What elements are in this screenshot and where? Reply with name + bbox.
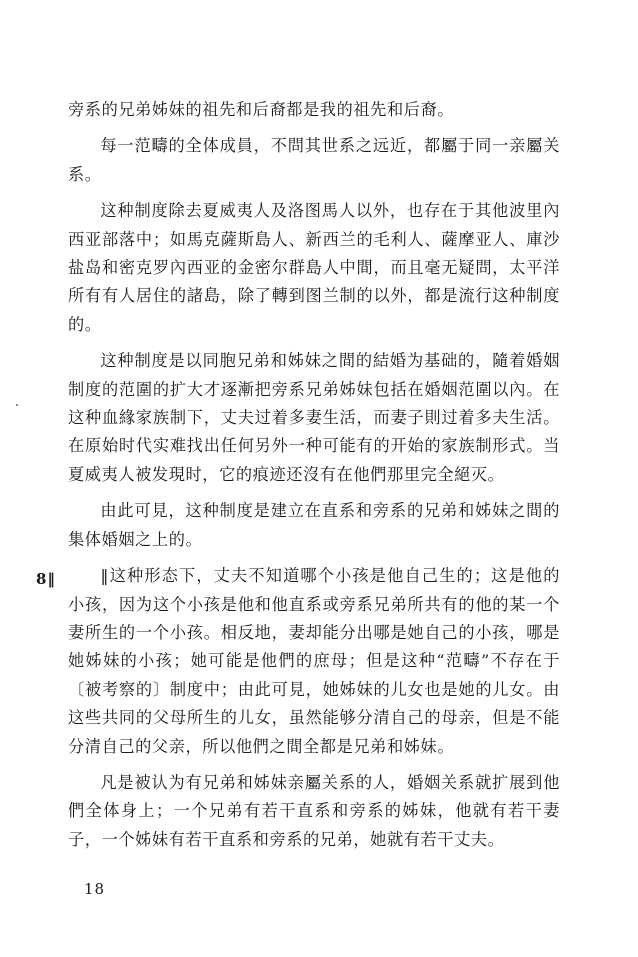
- body-text: [68, 96, 560, 854]
- paragraph: 由此可見，这种制度是建立在直系和旁系的兄弟和姊妹之間的集体婚姻之上的。: [68, 501, 560, 549]
- paragraph: 这种制度除去夏威夷人及洛图馬人以外，也存在于其他波里內西亚部落中；如馬克薩斯島人、新西兰的毛利人、薩摩亚人、庫沙盐岛和密克罗內西亚的金密尔群島人中間，而且毫无疑問，太平洋所有有人居住的諸島，除了轉到图兰制的以外，都是流行这种制度的。: [68, 201, 560, 334]
- paragraph: 旁系的兄弟姊妹的祖先和后裔都是我的祖先和后裔。: [68, 100, 455, 119]
- scan-speck: [16, 404, 18, 406]
- paragraph: 凡是被认为有兄弟和姊妹亲屬关系的人，婚姻关系就扩展到他們全体身上；一个兄弟有若干直系和旁系的姊妹，他就有若干妻子，一个姊妹有若干直系和旁系的兄弟，她就有若干丈夫。: [68, 772, 560, 849]
- page-number: 18: [84, 880, 106, 898]
- paragraph: 这种制度是以同胞兄弟和姊妹之間的結婚为基础的，隨着婚姻制度的范圍的扩大才逐漸把旁系兄弟姊妹包括在婚姻范圍以內。在这种血緣家族制下，丈夫过着多妻生活，而妻子則过着多夫生活。在原始时代实难找出任何另外一种可能有的开始的家族制形式。当夏威夷人被发現时，它的痕迹还沒有在他們那里完全絕灭。: [68, 351, 560, 484]
- margin-note: 8‖: [36, 570, 56, 588]
- paragraph: ‖这种形态下，丈夫不知道哪个小孩是他自己生的；这是他的小孩，因为这个小孩是他和他直系或旁系兄弟所共有的他的某一个妻所生的一个小孩。相反地，妻却能分出哪是她自己的小孩，哪是她姊妹的小孩；她可能是他們的庶母；但是这种“范疇”不存在于〔被考察的〕制度中；由此可見，她姊妹的儿女也是她的儿女。由这些共同的父母所生的儿女，虽然能够分清自己的母亲，但是不能分清自己的父亲，所以他們之間全都是兄弟和姊妹。: [68, 566, 560, 756]
- paragraph: 每一范疇的全体成員，不問其世系之远近，都屬于同一亲屬关系。: [68, 136, 560, 184]
